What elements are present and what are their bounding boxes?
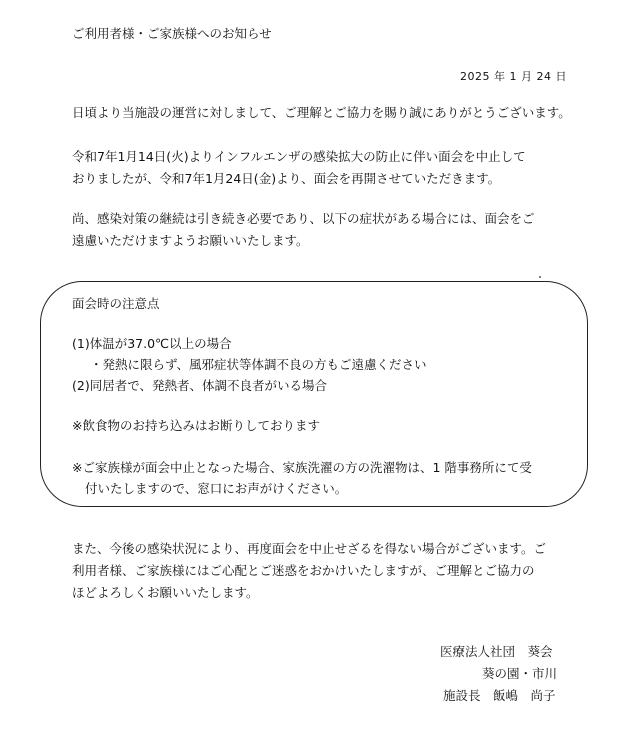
greeting-paragraph: 日頃より当施設の運営に対しまして、ご理解とご協力を賜り誠にありがとうございます。 — [72, 105, 571, 120]
notice-item-1: (1)体温が37.0℃以上の場合 — [72, 336, 232, 351]
signature-organization: 医療法人社団 葵会 — [440, 644, 553, 659]
scan-speck — [539, 276, 541, 278]
notice-item-2: (2)同居者で、発熱者、体調不良者がいる場合 — [72, 378, 327, 393]
reopening-paragraph-line-2: おりましたが、令和7年1月24日(金)より、面会を再開させていただきます。 — [72, 171, 501, 186]
notice-note-laundry-line-2: 付いたしますので、窓口にお声がけください。 — [85, 481, 348, 496]
closing-line-1: また、今後の感染状況により、再度面会を中止せざるを得ない場合がございます。ご — [72, 541, 547, 556]
notice-heading: 面会時の注意点 — [72, 296, 160, 311]
closing-line-2: 利用者様、ご家族様にはご心配とご迷惑をおかけいたしますが、ご理解とご協力の — [72, 563, 535, 578]
request-paragraph-line-2: 遠慮いただけますようお願いいたします。 — [72, 233, 309, 248]
reopening-paragraph-line-1: 令和7年1月14日(火)よりインフルエンザの感染拡大の防止に伴い面会を中止して — [72, 149, 526, 164]
signature-director: 施設長 飯嶋 尚子 — [443, 688, 556, 703]
document-title: ご利用者様・ご家族様へのお知らせ — [72, 26, 272, 41]
signature-facility: 葵の園・市川 — [482, 666, 558, 681]
document-date: 2025 年 1 月 24 日 — [460, 70, 567, 83]
notice-note-laundry-line-1: ※ご家族様が面会中止となった場合、家族洗濯の方の洗濯物は、1 階事務所にて受 — [72, 460, 532, 475]
closing-line-3: ほどよろしくお願いいたします。 — [72, 585, 259, 600]
notice-item-1-sub: ・発熱に限らず、風邪症状等体調不良の方もご遠慮ください — [90, 357, 427, 372]
notice-note-food: ※飲食物のお持ち込みはお断りしております — [72, 418, 320, 433]
request-paragraph-line-1: 尚、感染対策の継続は引き続き必要であり、以下の症状がある場合には、面会をご — [72, 211, 535, 226]
